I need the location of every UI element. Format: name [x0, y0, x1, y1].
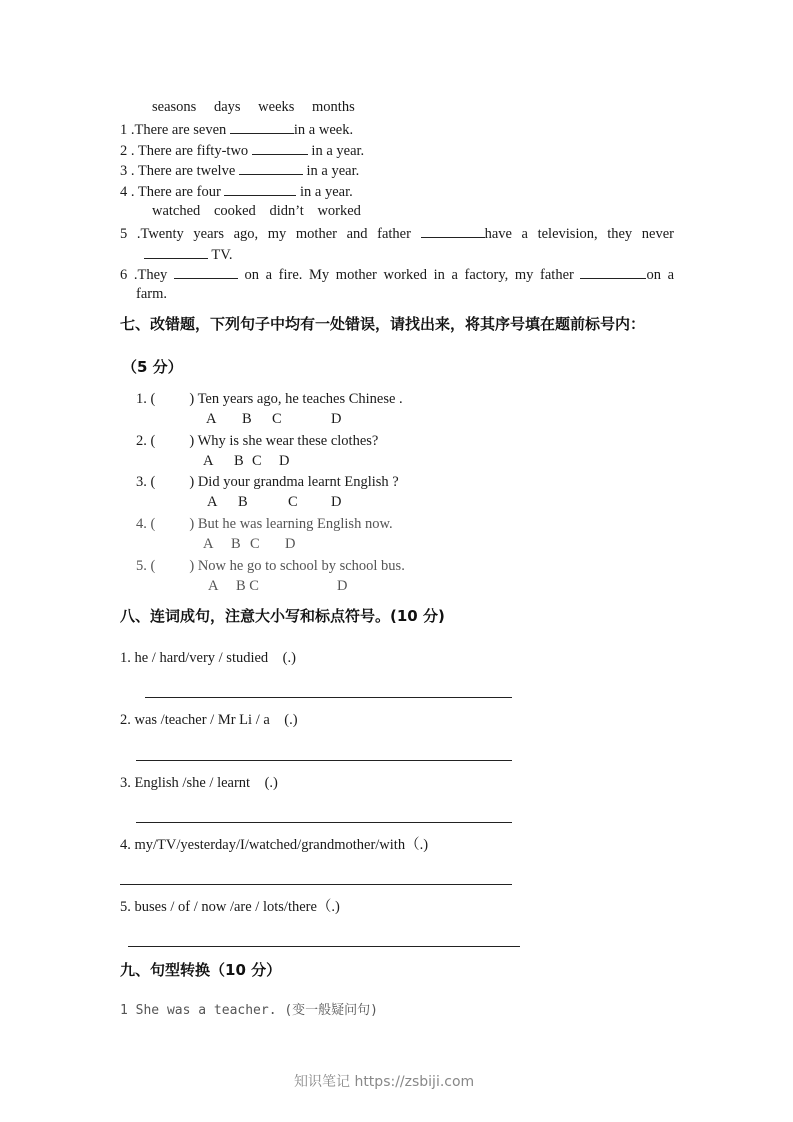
error-item-5: 5. ( ) Now he go to school by school bus.: [136, 558, 405, 574]
answer-blank[interactable]: [155, 389, 189, 403]
answer-blank[interactable]: [144, 244, 208, 259]
reorder-item-4: 4. my/TV/yesterday/I/watched/grandmother/with（.): [120, 837, 429, 853]
error-item-1-letters: A B C D: [206, 411, 342, 427]
error-item-4-letters: A B C D: [203, 536, 296, 552]
section-7-score: （5 分）: [122, 358, 183, 376]
wordbank-2: [152, 202, 361, 220]
word: worked: [317, 203, 361, 219]
fill-question-6: 6 .They on a fire. My mother worked in a factory, my father on a: [120, 264, 674, 284]
fill-question-1: 1 .There are seven in a week.: [120, 119, 353, 139]
fill-question-6-cont: farm.: [136, 286, 167, 302]
answer-blank[interactable]: [155, 514, 189, 528]
section-8-heading: 八、连词成句，注意大小写和标点符号。(10 分): [120, 607, 445, 625]
fill-question-3: 3 . There are twelve in a year.: [120, 160, 359, 180]
answer-blank[interactable]: [155, 556, 189, 570]
error-item-5-letters: A B C D: [208, 578, 348, 594]
answer-blank[interactable]: [580, 264, 646, 279]
error-item-3: 3. ( ) Did your grandma learnt English ?: [136, 474, 399, 490]
answer-blank[interactable]: [155, 472, 189, 486]
error-item-2-letters: A B C D: [203, 453, 290, 469]
fill-question-5-cont: TV.: [144, 244, 232, 264]
answer-line[interactable]: [136, 822, 512, 823]
word: weeks: [258, 99, 295, 115]
fill-question-2: 2 . There are fifty-two in a year.: [120, 140, 364, 160]
answer-line[interactable]: [120, 884, 512, 885]
answer-line[interactable]: [136, 760, 512, 761]
fill-question-5: 5 .Twenty years ago, my mother and father have a television, they never: [120, 223, 674, 243]
wordbank-1: [152, 98, 355, 116]
answer-blank[interactable]: [174, 264, 238, 279]
footer-watermark: 知识笔记 https://zsbiji.com: [294, 1074, 475, 1090]
answer-line[interactable]: [128, 946, 520, 947]
reorder-item-1: 1. he / hard/very / studied (.): [120, 650, 296, 666]
word: seasons: [152, 99, 197, 115]
section-7-heading: 七、改错题，下列句子中均有一处错误，请找出来，将其序号填在题前标号内：: [120, 315, 646, 333]
error-item-2: 2. ( ) Why is she wear these clothes?: [136, 433, 379, 449]
section-9-heading: 九、句型转换（10 分）: [120, 961, 282, 979]
error-item-3-letters: A B C D: [207, 494, 342, 510]
transform-question-1: 1 She was a teacher. (变一般疑问句): [120, 1003, 379, 1018]
word: months: [312, 99, 355, 115]
answer-blank[interactable]: [239, 160, 303, 175]
answer-line[interactable]: [145, 697, 512, 698]
answer-blank[interactable]: [421, 223, 485, 238]
answer-blank[interactable]: [155, 431, 189, 445]
word: days: [213, 99, 241, 115]
reorder-item-2: 2. was /teacher / Mr Li / a (.): [120, 712, 298, 728]
answer-blank[interactable]: [252, 140, 308, 155]
word: cooked: [213, 203, 256, 219]
error-item-4: 4. ( ) But he was learning English now.: [136, 516, 393, 532]
answer-blank[interactable]: [230, 119, 294, 134]
error-item-1: 1. ( ) Ten years ago, he teaches Chinese .: [136, 391, 403, 407]
word: watched: [152, 203, 201, 219]
reorder-item-5: 5. buses / of / now /are / lots/there（.): [120, 899, 340, 915]
fill-question-4: 4 . There are four in a year.: [120, 181, 353, 201]
word: didn’t: [269, 203, 304, 219]
reorder-item-3: 3. English /she / learnt (.): [120, 775, 278, 791]
answer-blank[interactable]: [224, 181, 296, 196]
